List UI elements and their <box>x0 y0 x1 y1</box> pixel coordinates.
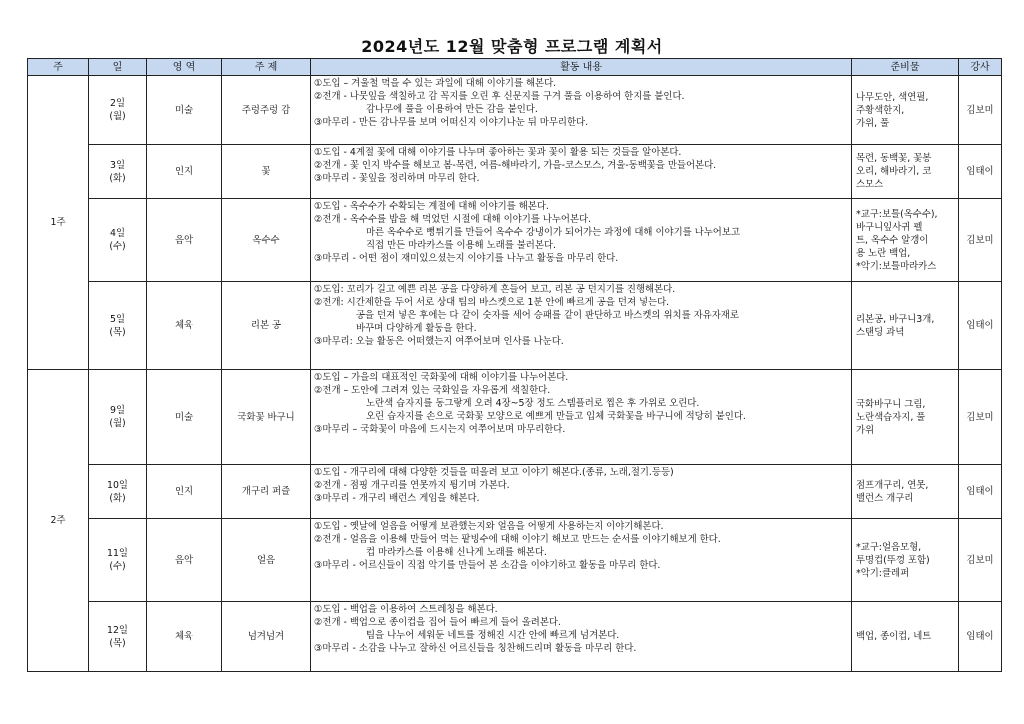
topic-cell: 주렁주렁 감 <box>222 76 311 145</box>
materials-line: 가위 <box>856 424 875 436</box>
materials-cell <box>852 519 959 602</box>
day-number: 10일 <box>107 479 128 491</box>
materials-cell <box>852 76 959 145</box>
weekday: (목) <box>109 637 126 649</box>
activity-line: 팀을 나누어 세워둔 네트를 정해진 시간 안에 빠르게 넘겨본다. <box>366 630 620 641</box>
area-cell: 음악 <box>147 519 222 602</box>
materials-line: 주황색한지, <box>856 104 905 116</box>
area-cell: 체육 <box>147 282 222 370</box>
teacher-cell: 임태이 <box>959 145 1002 199</box>
header-topic: 주 제 <box>222 59 311 76</box>
area-cell: 음악 <box>147 199 222 282</box>
materials-line: 밸런스 개구리 <box>856 492 914 504</box>
teacher-cell: 김보미 <box>959 519 1002 602</box>
materials-cell <box>852 282 959 370</box>
activity-line: ③마무리 - 어떤 점이 재미있으셨는지 이야기를 나누고 활동을 마무리 한다. <box>314 253 619 264</box>
table-row <box>28 370 1002 465</box>
topic-cell: 개구리 퍼즐 <box>222 465 311 519</box>
materials-line: 오리, 해바라기, 코 <box>856 166 932 177</box>
table-row <box>28 199 1002 282</box>
activity-cell <box>311 519 852 602</box>
materials-line: 스탠딩 과녁 <box>856 326 905 338</box>
activity-line: ③마무리 - 개구리 배런스 게임을 해본다. <box>314 493 480 504</box>
materials-cell <box>852 465 959 519</box>
activity-line: ①도입 – 겨울철 먹을 수 있는 과일에 대해 이야기를 해본다. <box>314 78 557 89</box>
materials-line: *교구:보틀(옥수수), <box>856 208 938 220</box>
materials-line: 노란색습자지, 풀 <box>856 411 926 423</box>
day-number: 12일 <box>107 624 128 636</box>
area-cell: 인지 <box>147 465 222 519</box>
materials-line: 나무도안, 색연필, <box>856 91 929 103</box>
activity-line: 직접 만든 마라카스를 이용해 노래를 불러본다. <box>366 240 556 251</box>
activity-line: ②전개 - 나뭇잎을 색칠하고 감 꼭지를 오린 후 신문지를 구겨 풀을 이용하여 한지를 붙인다. <box>314 91 685 102</box>
materials-line: 트, 옥수수 알갱이 <box>856 234 929 246</box>
day-cell <box>89 602 147 672</box>
header-teacher: 강사 <box>959 59 1002 76</box>
materials-line: 점프개구리, 연못, <box>856 479 929 491</box>
day-cell <box>89 370 147 465</box>
materials-cell <box>852 145 959 199</box>
activity-line: ②전개 - 점핑 개구리를 연못까지 튕기며 가본다. <box>314 480 510 491</box>
table-header-row <box>28 59 1002 76</box>
activity-line: 바꾸며 다양하게 활동을 한다. <box>356 323 477 334</box>
teacher-cell: 임태이 <box>959 465 1002 519</box>
teacher-cell: 임태이 <box>959 602 1002 672</box>
activity-cell <box>311 370 852 465</box>
week-cell: 2주 <box>28 370 89 672</box>
table-row <box>28 76 1002 145</box>
activity-line: 마른 옥수수로 뻥튀기를 만들어 옥수수 강냉이가 되어가는 과정에 대해 이야기를 나누어보고 <box>366 227 740 238</box>
topic-cell: 옥수수 <box>222 199 311 282</box>
materials-line: 리본공, 바구니3개, <box>856 313 935 325</box>
teacher-cell: 김보미 <box>959 76 1002 145</box>
day-cell <box>89 519 147 602</box>
weekday: (월) <box>109 111 126 122</box>
weekday: (월) <box>109 418 126 429</box>
materials-line: 투명컵(뚜껑 포함) <box>856 554 930 566</box>
topic-cell: 꽃 <box>222 145 311 199</box>
activity-line: 컵 마라카스를 이용해 신나게 노래를 해본다. <box>366 547 547 558</box>
week-cell: 1주 <box>28 76 89 370</box>
activity-cell <box>311 145 852 199</box>
weekday: (수) <box>109 241 126 252</box>
activity-cell <box>311 76 852 145</box>
activity-line: ②전개: 시간제한을 두어 서로 상대 팀의 바스켓으로 1분 안에 빠르게 공을 던져 넣는다. <box>314 297 670 308</box>
activity-line: ①도입: 꼬리가 길고 예쁜 리본 공을 다양하게 흔들어 보고, 리본 공 던지기를 진행해본다. <box>314 284 676 295</box>
area-cell: 인지 <box>147 145 222 199</box>
topic-cell: 얼음 <box>222 519 311 602</box>
teacher-cell: 임태이 <box>959 282 1002 370</box>
activity-cell <box>311 465 852 519</box>
activity-line: ③마무리 - 어르신들이 직접 악기를 만들어 본 소감을 이야기하고 활동을 마무리 한다. <box>314 560 661 571</box>
activity-line: ①도입 - 옥수수가 수확되는 계절에 대해 이야기를 해본다. <box>314 201 549 212</box>
materials-line: 가위, 풀 <box>856 117 890 129</box>
header-week: 주 <box>28 59 89 76</box>
activity-line: ③마무리 - 꽃잎을 정리하며 마무리 한다. <box>314 173 480 184</box>
header-materials: 준비물 <box>852 59 959 76</box>
weekday: (화) <box>109 172 126 184</box>
materials-line: *악기:클레퍼 <box>856 567 910 579</box>
weekday: (목) <box>109 326 126 338</box>
materials-line: 백업, 종이컵, 네트 <box>856 631 932 642</box>
materials-cell <box>852 199 959 282</box>
table-row <box>28 519 1002 602</box>
table-row <box>28 602 1002 672</box>
materials-line: 용 노란 백업, <box>856 247 911 259</box>
activity-line: 감나무에 풀을 이용하여 만든 감을 붙인다. <box>366 104 538 115</box>
day-number: 9일 <box>109 405 126 416</box>
materials-cell <box>852 370 959 465</box>
materials-line: *악기:보틀마라카스 <box>856 260 937 272</box>
day-number: 4일 <box>109 228 126 239</box>
topic-cell: 국화꽃 바구니 <box>222 370 311 465</box>
topic-cell: 리본 공 <box>222 282 311 370</box>
header-area: 영 역 <box>147 59 222 76</box>
document-title: 2024년도 12월 맞춤형 프로그램 계획서 <box>361 37 663 56</box>
activity-cell <box>311 282 852 370</box>
activity-line: 공을 던져 넣은 후에는 다 같이 숫자를 세어 승패를 같이 판단하고 바스켓의 위치를 자유자재로 <box>356 310 739 321</box>
table-row <box>28 465 1002 519</box>
weekday: (화) <box>109 492 126 504</box>
activity-line: ②전개 - 얼음을 이용해 만들어 먹는 팥빙수에 대해 이야기 해보고 만드는 순서를 이야기해보게 한다. <box>314 534 721 545</box>
activity-line: ①도입 - 백업을 이용하여 스트레칭을 해본다. <box>314 604 498 615</box>
materials-line: 목련, 동백꽃, 꽃봉 <box>856 153 932 164</box>
area-cell: 미술 <box>147 76 222 145</box>
activity-line: ①도입 - 4계절 꽃에 대해 이야기를 나누며 좋아하는 꽃과 꽃이 활용 되는 것들을 알아본다. <box>314 147 682 158</box>
teacher-cell: 김보미 <box>959 199 1002 282</box>
header-day: 일 <box>89 59 147 76</box>
day-number: 3일 <box>109 159 126 171</box>
activity-line: 오린 습자지를 손으로 국화꽃 모양으로 예쁘게 만들고 입체 국화꽃을 바구니에 적당히 붙인다. <box>366 411 746 422</box>
activity-line: ①도입 - 옛날에 얼음을 어떻게 보관했는지와 얼음을 어떻게 사용하는지 이야기해본다. <box>314 521 664 532</box>
activity-line: 노란색 습자지를 동그랗게 오려 4장~5장 정도 스템플러로 찝은 후 가위로 오린다. <box>366 398 700 409</box>
area-cell: 체육 <box>147 602 222 672</box>
activity-line: ②전개 - 꽃 인지 박수를 해보고 봄-목련, 여름-해바라기, 가을-코스모스, 겨울-동백꽃을 만들어본다. <box>314 160 717 171</box>
day-cell <box>89 465 147 519</box>
activity-line: ③마무리: 오늘 활동은 어떠했는지 여쭈어보며 인사를 나눈다. <box>314 336 564 347</box>
area-cell: 미술 <box>147 370 222 465</box>
materials-line: 바구니잎사귀 펠 <box>856 221 923 233</box>
program-plan-table <box>27 58 1002 672</box>
day-number: 11일 <box>107 548 128 559</box>
activity-cell <box>311 199 852 282</box>
topic-cell: 넘겨넘겨 <box>222 602 311 672</box>
activity-line: ②전개 - 백업으로 종이컵을 집어 들어 빠르게 들어 올려본다. <box>314 617 561 628</box>
day-cell <box>89 76 147 145</box>
day-number: 2일 <box>109 98 126 109</box>
day-cell <box>89 282 147 370</box>
activity-line: ③마무리 - 소감을 나누고 잘하신 어르신들을 칭찬해드리며 활동을 마무리 한다. <box>314 643 637 654</box>
activity-line: ③마무리 – 국화꽃이 마음에 드시는지 여쭈어보며 마무리한다. <box>314 424 566 435</box>
materials-cell <box>852 602 959 672</box>
materials-line: 스모스 <box>856 179 884 190</box>
table-row <box>28 145 1002 199</box>
day-cell <box>89 145 147 199</box>
materials-line: 국화바구니 그림, <box>856 398 926 410</box>
header-activity: 활동 내용 <box>311 59 852 76</box>
activity-line: ③마무리 - 만든 감나무를 보며 어떠신지 이야기나눈 뒤 마무리한다. <box>314 117 589 128</box>
table-row <box>28 282 1002 370</box>
teacher-cell: 김보미 <box>959 370 1002 465</box>
day-number: 5일 <box>109 313 126 325</box>
activity-line: ②전개 - 옥수수를 밥을 해 먹었던 시절에 대해 이야기를 나누어본다. <box>314 214 592 225</box>
activity-line: ①도입 – 가을의 대표적인 국화꽃에 대해 이야기를 나누어본다. <box>314 372 569 383</box>
materials-line: *교구:얼음모형, <box>856 541 922 553</box>
activity-line: ①도입 - 개구리에 대해 다양한 것들을 떠올려 보고 이야기 해본다.(종류, 노래,절기.등등) <box>314 467 674 478</box>
weekday: (수) <box>109 561 126 572</box>
activity-line: ②전개 – 도안에 그려져 있는 국화잎을 자유롭게 색칠한다. <box>314 385 551 396</box>
activity-cell <box>311 602 852 672</box>
day-cell <box>89 199 147 282</box>
